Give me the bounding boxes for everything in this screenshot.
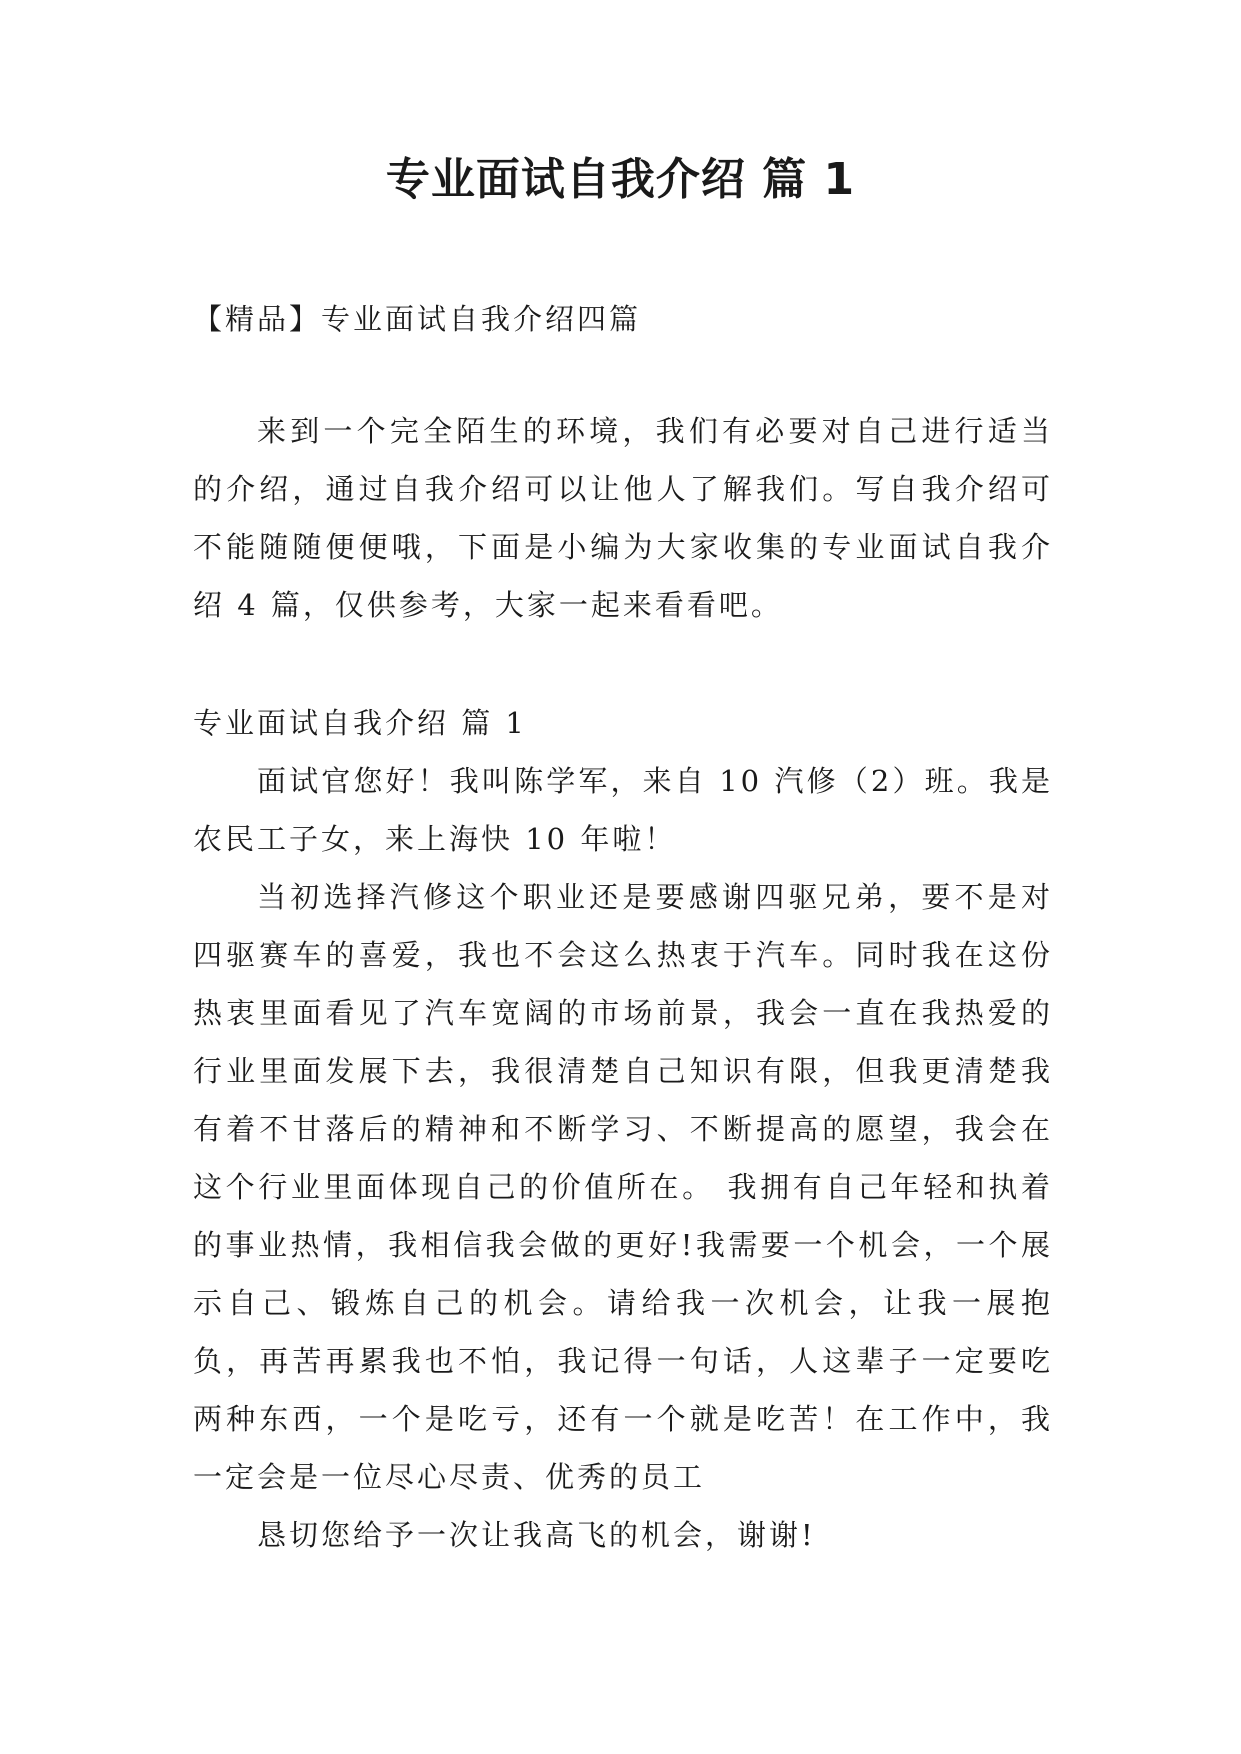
body-paragraph-3: 恳切您给予一次让我高飞的机会，谢谢! [257,1518,816,1552]
body-paragraph-2: 当初选择汽修这个职业还是要感谢四驱兄弟，要不是对四驱赛车的喜爱，我也不会这么热衷于汽车。同时我在这份热衷里面看见了汽车宽阔的市场前景，我会一直在我热爱的行业里面发展下去，我很清楚自己知识有限，但我更清楚我有着不甘落后的精神和不断学习、不断提高的愿望，我会在这个行业里面体现自己的价值所在。 我拥有自己年轻和执着的事业热情，我相信我会做的更好!我需要一个机会，一个展示自己、锻炼自己的机会。请给我一次机会，让我一展抱负，再苦再累我也不怕，我记得一句话，人这辈子一定要吃两种东西，一个是吃亏，还有一个就是吃苦！在工作中，我一定会是一位尽心尽责、优秀的员工 [193,880,1053,1494]
document-subtitle: 【精品】专业面试自我介绍四篇 [193,302,642,336]
intro-paragraph: 来到一个完全陌生的环境，我们有必要对自己进行适当的介绍，通过自我介绍可以让他人了解我们。写自我介绍可不能随随便便哦，下面是小编为大家收集的专业面试自我介绍 4 篇，仅供参考，大家一起来看看吧。 [193,414,1053,622]
document-title: 专业面试自我介绍 篇 1 [385,154,856,205]
body-paragraph-1: 面试官您好！我叫陈学军，来自 10 汽修（2）班。我是农民工子女，来上海快 10 年啦！ [193,764,1053,856]
section-title: 专业面试自我介绍 篇 1 [193,706,527,740]
